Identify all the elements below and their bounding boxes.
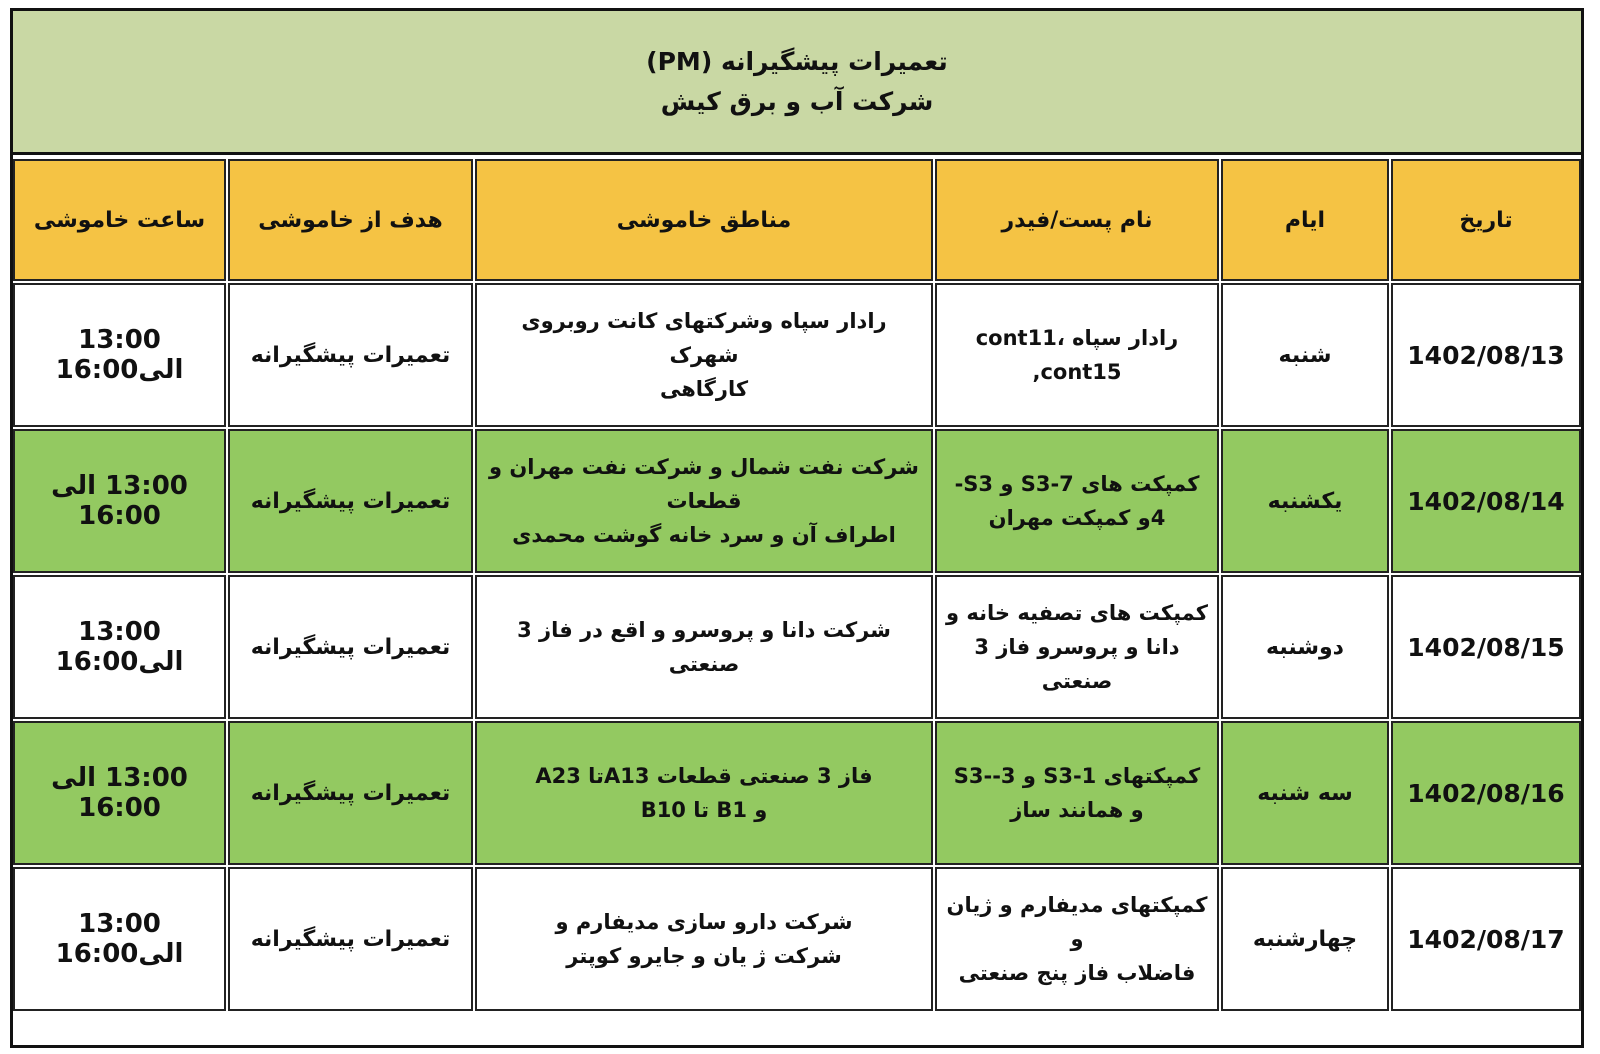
- cell-areas-line: و B1 تا B10: [640, 798, 768, 822]
- cell-date: 1402/08/13: [1391, 283, 1581, 427]
- cell-feeder-line: دانا و پروسرو فاز 3 صنعتی: [974, 635, 1180, 693]
- cell-feeder-line: کمپکت های تصفیه خانه و: [946, 601, 1208, 625]
- cell-areas-line: کارگاهی: [659, 377, 749, 401]
- title-main: تعمیرات پیشگیرانه (PM): [646, 46, 948, 76]
- cell-day: دوشنبه: [1221, 575, 1389, 719]
- cell-purpose: تعمیرات پیشگیرانه: [228, 867, 473, 1011]
- cell-feeder-line: cont15,: [1032, 360, 1122, 384]
- cell-areas: [475, 283, 933, 427]
- title-company: شرکت آب و برق کیش: [660, 86, 934, 116]
- cell-feeder-line: کمپکتهای مدیفارم و ژیان و: [946, 893, 1208, 951]
- cell-day: شنبه: [1221, 283, 1389, 427]
- cell-areas: [475, 575, 933, 719]
- cell-areas-line: شرکت ژ یان و جایرو کوپتر: [566, 944, 842, 968]
- cell-areas-line: رادار سپاه وشرکتهای کانت روبروی شهرک: [521, 309, 887, 367]
- cell-purpose: تعمیرات پیشگیرانه: [228, 283, 473, 427]
- cell-areas-line: شرکت نفت شمال و شرکت نفت مهران و قطعات: [489, 455, 919, 513]
- cell-feeder-line: فاضلاب فاز پنج صنعتی: [958, 961, 1196, 985]
- header-areas: مناطق خاموشی: [475, 159, 933, 281]
- cell-feeder-line: و همانند ساز: [1010, 798, 1144, 822]
- cell-time: 13:00 الی16:00: [13, 575, 226, 719]
- cell-areas-text: [556, 905, 853, 973]
- cell-day: سه شنبه: [1221, 721, 1389, 865]
- header-date: تاریخ: [1391, 159, 1581, 281]
- cell-feeder: [935, 575, 1219, 719]
- schedule-frame: [10, 8, 1584, 1048]
- cell-areas-text: [485, 304, 923, 406]
- cell-purpose: تعمیرات پیشگیرانه: [228, 575, 473, 719]
- cell-time: 13:00 الی16:00: [13, 283, 226, 427]
- cell-feeder-text: [955, 467, 1200, 535]
- cell-feeder: [935, 867, 1219, 1011]
- cell-purpose: تعمیرات پیشگیرانه: [228, 721, 473, 865]
- cell-date: 1402/08/16: [1391, 721, 1581, 865]
- cell-time: 13:00 الی16:00: [13, 867, 226, 1011]
- cell-feeder-text: [954, 759, 1201, 827]
- cell-feeder-text: [945, 888, 1209, 990]
- header-time: ساعت خاموشی: [13, 159, 226, 281]
- cell-areas-line: فاز 3 صنعتی قطعات A13تا A23: [535, 764, 873, 788]
- cell-time: 13:00 الی 16:00: [13, 429, 226, 573]
- header-purpose: هدف از خاموشی: [228, 159, 473, 281]
- cell-day: یکشنبه: [1221, 429, 1389, 573]
- header-day: ایام: [1221, 159, 1389, 281]
- cell-date: 1402/08/14: [1391, 429, 1581, 573]
- cell-feeder-line: کمپکتهای S3-1 و S3--3: [953, 764, 1201, 788]
- cell-areas-line: اطراف آن و سرد خانه گوشت محمدی: [512, 523, 896, 547]
- header-feeder: نام پست/فیدر: [935, 159, 1219, 281]
- cell-areas: [475, 867, 933, 1011]
- cell-feeder-text: [945, 596, 1209, 698]
- cell-feeder: [935, 429, 1219, 573]
- cell-areas-line: شرکت دانا و پروسرو و اقع در فاز 3 صنعتی: [517, 618, 891, 676]
- cell-feeder: [935, 721, 1219, 865]
- cell-areas-text: [485, 450, 923, 552]
- cell-purpose: تعمیرات پیشگیرانه: [228, 429, 473, 573]
- cell-areas-text: [535, 759, 872, 827]
- title-banner: [13, 11, 1581, 155]
- cell-feeder-line: کمپکت های S3-7 و S3-: [954, 472, 1200, 496]
- cell-day: چهارشنبه: [1221, 867, 1389, 1011]
- cell-feeder-line: 4و کمپکت مهران: [988, 506, 1166, 530]
- cell-feeder-text: [976, 321, 1179, 389]
- cell-date: 1402/08/17: [1391, 867, 1581, 1011]
- cell-feeder-line: رادار سپاه ،cont11: [975, 326, 1179, 350]
- cell-feeder: [935, 283, 1219, 427]
- cell-areas-line: شرکت دارو سازی مدیفارم و: [555, 910, 853, 934]
- cell-time: 13:00 الی 16:00: [13, 721, 226, 865]
- schedule-table: [13, 159, 1581, 1045]
- cell-areas-text: [485, 613, 923, 681]
- cell-date: 1402/08/15: [1391, 575, 1581, 719]
- cell-areas: [475, 429, 933, 573]
- cell-areas: [475, 721, 933, 865]
